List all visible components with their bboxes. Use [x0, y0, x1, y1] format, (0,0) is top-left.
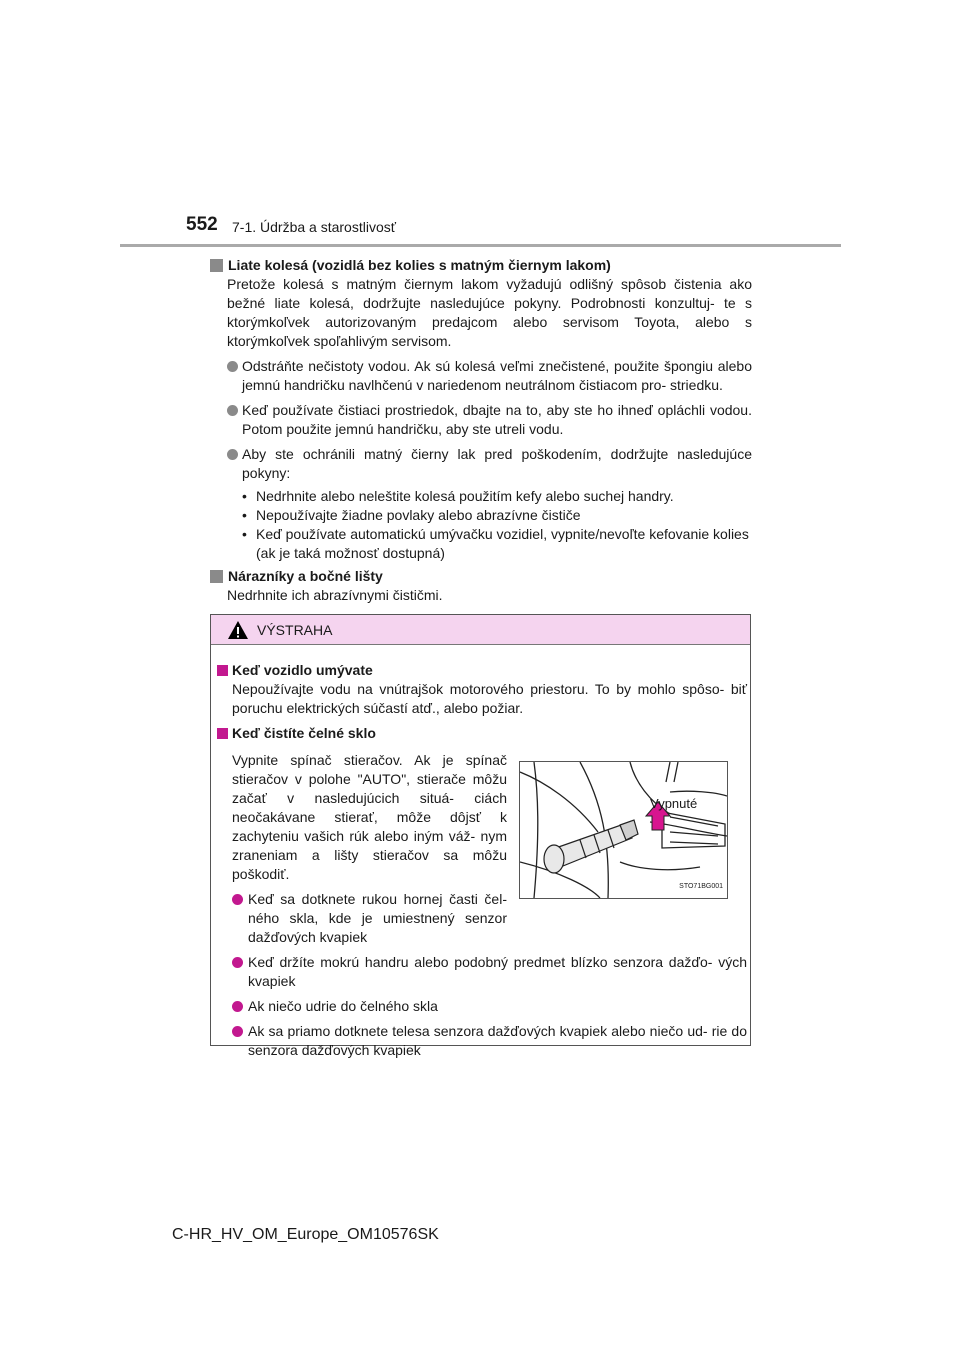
main-content: [210, 254, 752, 605]
sub-bullet-mark: •: [242, 507, 247, 523]
bullet-text: Keď sa dotknete rukou hornej časti čel- ného skla, kde je umiestnený senzor dažďových kvapiek: [248, 891, 507, 945]
sub-list-item: [242, 525, 752, 563]
bumpers-paragraph: Nedrhnite ich abrazívnymi čističmi.: [227, 587, 443, 603]
square-bullet-icon: [210, 259, 223, 272]
intro-paragraph: Pretože kolesá s matným čiernym lakom vyžadujú odlišný spôsob čistenia ako bežné liate kolesá, dodržujte nasledujúce pokyny. Podrobnosti konzultuj- te s ktorýmkoľvek autorizovaným predajcom alebo servisom Toyota, alebo s ktorýmkoľvek spoľahlivým servisom.: [227, 276, 752, 349]
list-item: [232, 1022, 747, 1060]
round-bullet-icon: [227, 449, 238, 460]
square-bullet-icon: [217, 665, 228, 676]
bullet-text: Ak niečo udrie do čelného skla: [248, 998, 438, 1014]
round-bullet-icon: [232, 894, 243, 905]
sub-list-item: [242, 506, 752, 525]
document-footer: C-HR_HV_OM_Europe_OM10576SK: [172, 1226, 439, 1243]
warning-split: [217, 751, 747, 947]
sub-item-text: Keď používate automatickú umývačku vozidiel, vypnite/nevoľte kefovanie kolies (ak je taká možnosť dostupná): [256, 526, 749, 561]
round-bullet-icon: [227, 361, 238, 372]
bullet-text: Ak sa priamo dotknete telesa senzora dažďových kvapiek alebo niečo ud- rie do senzora dažďových kvapiek: [248, 1023, 747, 1058]
warning-triangle-icon: [227, 620, 249, 640]
wiper-switch-figure: [519, 761, 728, 899]
list-item: [232, 953, 747, 991]
bullet-text: Keď používate čistiaci prostriedok, dbajte na to, aby ste ho ihneď opláchli vodou. Potom použite jemnú handričku, aby ste utreli vodu.: [242, 402, 752, 437]
sub-bullet-mark: •: [242, 488, 247, 504]
list-item: [232, 997, 747, 1016]
warning-heading-washing: [217, 661, 747, 680]
warning-body: [211, 645, 747, 1060]
bullet-text: Aby ste ochránili matný čierny lak pred poškodením, dodržujte nasledujúce pokyny:: [242, 446, 752, 481]
heading-text: Keď vozidlo umývate: [232, 662, 373, 678]
list-item: [227, 401, 752, 439]
warning-title: VÝSTRAHA: [257, 621, 333, 638]
header-divider: [120, 244, 841, 247]
warning-split-text: [217, 751, 507, 947]
warning-paragraph: Vypnite spínač stieračov. Ak je spínač stieračov v polohe "AUTO", stierače môžu začať v nasledujúcich situá- ciách neočakávane stierať, môže dôjsť k zachyteniu vašich rúk alebo iným váž- nym zraneniam a lišty stieračov sa môžu poškodiť.: [232, 752, 507, 882]
section-title: 7-1. Údržba a starostlivosť: [232, 219, 396, 235]
warning-header: [211, 615, 750, 645]
warning-heading-windshield: [217, 724, 747, 743]
round-bullet-icon: [232, 957, 243, 968]
list-item: [232, 890, 507, 947]
heading-text: Keď čistíte čelné sklo: [232, 725, 376, 741]
warning-paragraph: Nepoužívajte vodu na vnútrajšok motorového priestoru. To by mohlo spôso- biť poruchu elektrických súčastí atď., alebo požiar.: [232, 681, 747, 716]
section-heading-wheels: [210, 256, 752, 275]
figure-label-off: Vypnuté: [650, 796, 698, 811]
square-bullet-icon: [210, 570, 223, 583]
bullet-text: Odstráňte nečistoty vodou. Ak sú kolesá veľmi znečistené, použite špongiu alebo jemnú handričku navlhčenú v nariedenom neutrálnom čistiacom pro- striedku.: [242, 358, 752, 393]
sub-item-text: Nedrhnite alebo neleštite kolesá použitím kefy alebo suchej handry.: [256, 488, 674, 504]
list-item: [227, 357, 752, 395]
sub-list: [242, 487, 752, 563]
round-bullet-icon: [232, 1026, 243, 1037]
sub-list-item: [242, 487, 752, 506]
bullet-text: Keď držíte mokrú handru alebo podobný predmet blízko senzora dažďo- vých kvapiek: [248, 954, 747, 989]
round-bullet-icon: [232, 1001, 243, 1012]
round-bullet-icon: [227, 405, 238, 416]
heading-text: Liate kolesá (vozidlá bez kolies s matným čiernym lakom): [228, 257, 611, 273]
sub-item-text: Nepoužívajte žiadne povlaky alebo abrazívne čističe: [256, 507, 581, 523]
sub-bullet-mark: •: [242, 526, 247, 542]
square-bullet-icon: [217, 728, 228, 739]
section-heading-bumpers: [210, 567, 752, 586]
list-item: [227, 445, 752, 483]
heading-text: Nárazníky a bočné lišty: [228, 568, 383, 584]
warning-box: [210, 614, 751, 1058]
page-number: 552: [186, 214, 218, 235]
figure-code: STO71BG001: [679, 883, 723, 890]
